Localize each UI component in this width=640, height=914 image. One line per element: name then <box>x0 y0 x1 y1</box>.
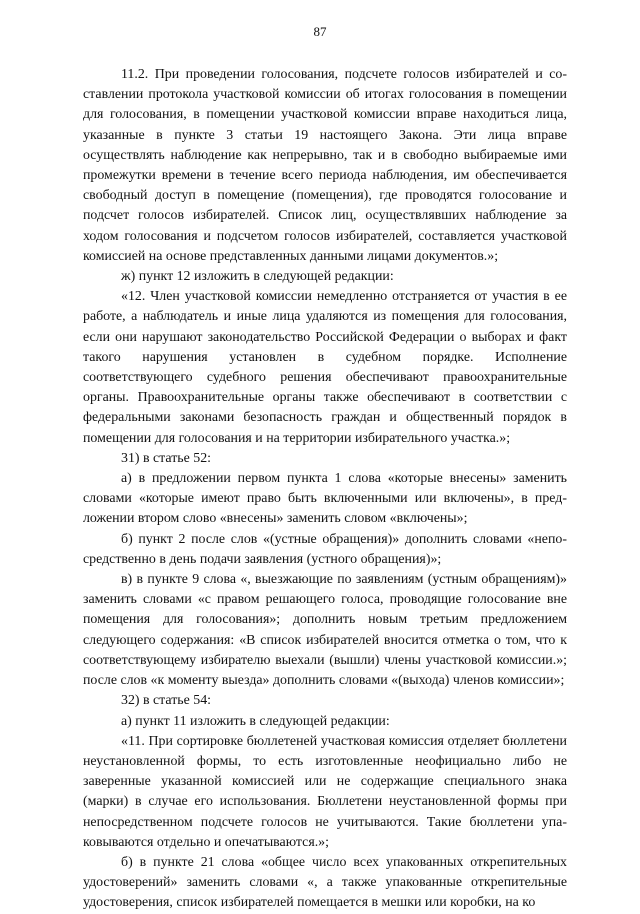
paragraph-11: «11. При сортировке бюллетеней участковая комиссия отделяет бюллетени неустановленной формы, то есть изготовленные неофициально либо не заверенные указанной комиссией или не содержащие специального знака (марки) в случае его использования. Бюллетени неустановленной формы при непосредственном подсчете голосов не учитываются. Такие бюллетени упаковываются отдельно и опечатываются.»; <box>83 733 567 850</box>
paragraph-amend-zh: ж) пункт 12 изложить в следующей редакции: <box>121 269 394 285</box>
page-number: 87 <box>313 24 327 39</box>
paragraph-11-2: 11.2. При проведении голосования, подсчете голосов избирателей и составлении протокола участковой комиссии об итогах голосования в помещении для голосования, в помещении участковой комиссии вправе находиться лица, указанные в пункте 3 статьи 19 настоящего Закона. Эти лица вправе осуществлять наблюдение как непрерывно, так и в свободно выбираемые ими промежутки времени в течение всего периода наблюдения, им обеспечивается свободный доступ в помещение (помещения), где проводятся голосование и подсчет голосов избирателей. Список лиц, осуществлявших наблюдение за ходом голосования и подсчетом голосов избирателей, составляется участковой комиссией на основе представленных данными лицами документов.»; <box>83 67 567 264</box>
paragraph-52-v: в) в пункте 9 слова «, выезжающие по заявлениям (устным обращениям)» заменить словами «с правом решающего голоса, проводящие голосование вне помещения для голосования»; дополнить новым третьим предложением следующего содержания: «В список избирателей вносится отметка о том, что к соответствующему избирателю выехали (вышли) члены участковой комиссии.»; после слов «к моменту выезда» дополнить словами «(выхода) членов комиссии»; <box>83 572 567 689</box>
paragraph-54-a: а) пункт 11 изложить в следующей редакции: <box>121 713 390 729</box>
paragraph-12: «12. Член участковой комиссии немедленно отстраняется от участия в ее работе, а наблюдатель и иные лица удаляются из помещения для голосования, если они нарушают законодательство Российской Федерации о выборах и факт такого нарушения установлен в судебном порядке. Исполнение соответствующего судебного решения обеспечивают правоохранительные органы. Правоохранительные органы также обеспечивают в соответствии с федеральными законами безопасность граждан и общественный порядок в помещении для голосования и на территории избирательного участка.»; <box>83 289 567 446</box>
paragraph-article-52: 31) в статье 52: <box>121 450 212 466</box>
document-body <box>83 65 567 914</box>
paragraph-52-a: а) в предложении первом пункта 1 слова «которые внесены» заменить словами «которые имеют право быть включенными или включены», в предложении втором слово «внесены» заменить словом «включены»; <box>83 471 567 527</box>
paragraph-54-b: б) в пункте 21 слова «общее число всех упакованных открепительных удостоверений» заменить словами «, а также упакованные открепительные удостоверения, список избирателей помещается в мешки или коробки, на ко <box>83 854 567 911</box>
paragraph-52-b: б) пункт 2 после слов «(устные обращения)» дополнить словами «непосредственно в день подачи заявления (устного обращения)»; <box>83 531 567 567</box>
paragraph-article-54: 32) в статье 54: <box>121 693 212 709</box>
